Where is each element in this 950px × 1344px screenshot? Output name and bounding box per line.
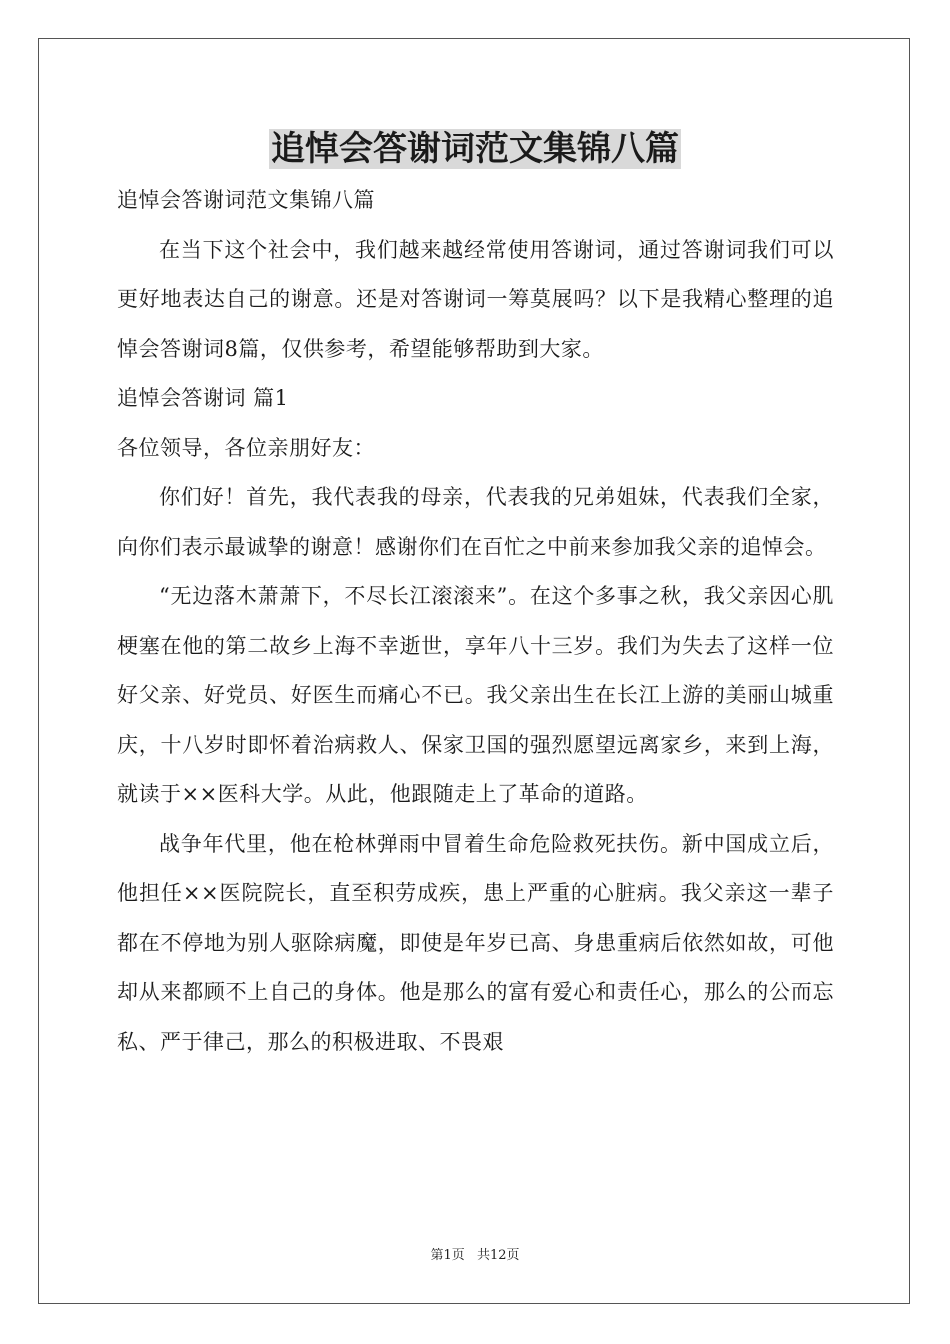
document-title xyxy=(0,126,950,172)
page-total: 共12页 xyxy=(476,1248,520,1263)
body-paragraph: “无边落木萧萧下，不尽长江滚滚来”。在这个多事之秋，我父亲因心肌梗塞在他的第二故乡上海不幸逝世，享年八十三岁。我们为失去了这样一位好父亲、好党员、好医生而痛心不已。我父亲出生在长江上游的美丽山城重庆，十八岁时即怀着治病救人、保家卫国的强烈愿望远离家乡，来到上海，就读于××医科大学。从此，他跟随走上了革命的道路。 xyxy=(117,584,834,806)
intro-paragraph: 在当下这个社会中，我们越来越经常使用答谢词，通过答谢词我们可以更好地表达自己的谢意。还是对答谢词一筹莫展吗？以下是我精心整理的追悼会答谢词8篇，仅供参考，希望能够帮助到大家。 xyxy=(117,237,834,361)
body-paragraph: 战争年代里，他在枪林弹雨中冒着生命危险救死扶伤。新中国成立后，他担任××医院院长，直至积劳成疾，患上严重的心脏病。我父亲这一辈子都在不停地为别人驱除病魔，即使是年岁已高、身患重病后依然如故，可他却从来都顾不上自己的身体。他是那么的富有爱心和责任心，那么的公而忘私、严于律己，那么的积极进取、不畏艰 xyxy=(117,831,834,1054)
document-subtitle: 追悼会答谢词范文集锦八篇 xyxy=(117,188,375,212)
greeting-line: 各位领导，各位亲朋好友： xyxy=(117,435,375,460)
document-title-text: 追悼会答谢词范文集锦八篇 xyxy=(271,129,679,169)
document-body xyxy=(117,176,834,1067)
page-footer xyxy=(0,1246,950,1266)
section-heading: 追悼会答谢词 篇1 xyxy=(117,386,289,410)
body-paragraph: 你们好！首先，我代表我的母亲，代表我的兄弟姐妹，代表我们全家，向你们表示最诚挚的谢意！感谢你们在百忙之中前来参加我父亲的追悼会。 xyxy=(117,485,834,559)
page-number: 第1页 xyxy=(430,1248,465,1263)
